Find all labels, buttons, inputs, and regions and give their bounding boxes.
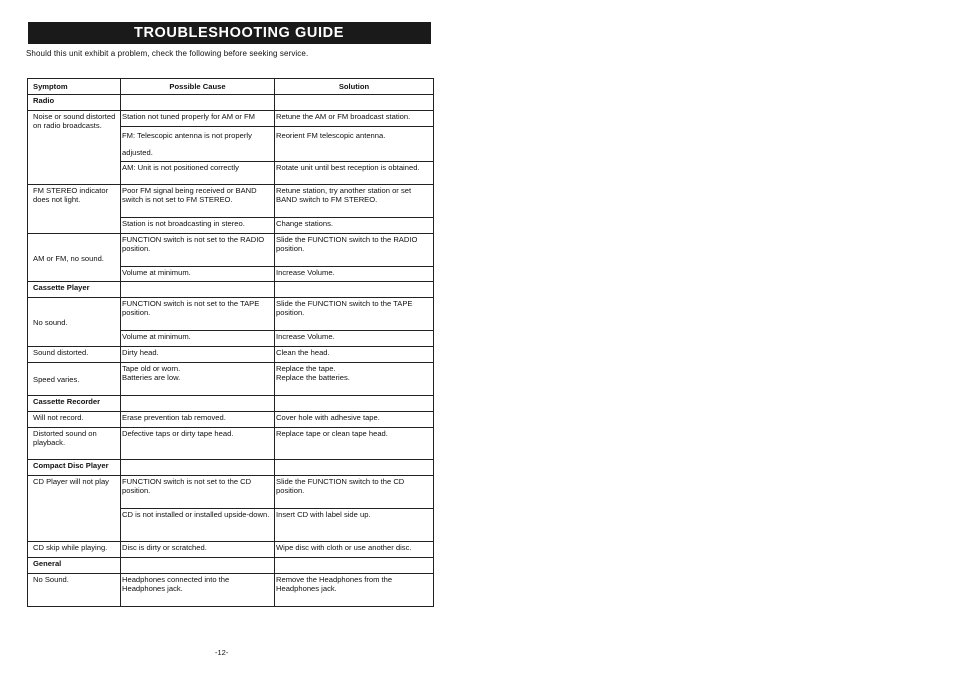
page-number: -12- bbox=[215, 648, 229, 657]
symptom-cell: CD Player will not play bbox=[28, 476, 121, 542]
symptom-cell: Noise or sound distorted on radio broadcasts. bbox=[28, 111, 121, 185]
solution-cell: Rotate unit until best reception is obtained. bbox=[275, 162, 434, 185]
solution-cell: Wipe disc with cloth or use another disc. bbox=[275, 542, 434, 558]
table-row bbox=[28, 574, 434, 607]
solution-cell: Replace tape or clean tape head. bbox=[275, 428, 434, 460]
symptom-cell: Will not record. bbox=[28, 412, 121, 428]
cause-cell: Erase prevention tab removed. bbox=[121, 412, 275, 428]
page-title: TROUBLESHOOTING GUIDE bbox=[28, 22, 431, 44]
table-row bbox=[28, 185, 434, 218]
solution-line: Replace the tape. bbox=[276, 364, 336, 373]
header-cause: Possible Cause bbox=[121, 79, 275, 95]
symptom-cell: FM STEREO indicator does not light. bbox=[28, 185, 121, 234]
section-cassette-recorder: Cassette Recorder bbox=[28, 396, 121, 412]
table-row bbox=[28, 363, 434, 396]
cause-cell: Dirty head. bbox=[121, 347, 275, 363]
cause-line: Tape old or worn. bbox=[122, 364, 181, 373]
solution-cell: Insert CD with label side up. bbox=[275, 509, 434, 542]
solution-line: Replace the batteries. bbox=[276, 373, 350, 382]
solution-cell: Clean the head. bbox=[275, 347, 434, 363]
symptom-cell: Speed varies. bbox=[28, 363, 121, 396]
cause-cell bbox=[121, 363, 275, 396]
symptom-cell: CD skip while playing. bbox=[28, 542, 121, 558]
section-row bbox=[28, 460, 434, 476]
section-row bbox=[28, 95, 434, 111]
solution-cell bbox=[275, 363, 434, 396]
troubleshooting-table bbox=[27, 78, 434, 607]
table-row bbox=[28, 298, 434, 331]
symptom-cell: Distorted sound on playback. bbox=[28, 428, 121, 460]
cause-cell: Station not tuned properly for AM or FM bbox=[121, 111, 275, 127]
cause-cell: Headphones connected into the Headphones jack. bbox=[121, 574, 275, 607]
table-row bbox=[28, 476, 434, 509]
table-row bbox=[28, 347, 434, 363]
solution-cell: Retune station, try another station or set BAND switch to FM STEREO. bbox=[275, 185, 434, 218]
symptom-cell: Sound distorted. bbox=[28, 347, 121, 363]
symptom-cell: No sound. bbox=[28, 298, 121, 347]
solution-cell: Increase Volume. bbox=[275, 331, 434, 347]
section-row bbox=[28, 282, 434, 298]
cause-cell: Poor FM signal being received or BAND switch is not set to FM STEREO. bbox=[121, 185, 275, 218]
section-cassette-player: Cassette Player bbox=[28, 282, 121, 298]
section-row bbox=[28, 558, 434, 574]
cause-cell: FUNCTION switch is not set to the TAPE position. bbox=[121, 298, 275, 331]
cause-cell: Volume at minimum. bbox=[121, 267, 275, 282]
solution-cell: Increase Volume. bbox=[275, 267, 434, 282]
cause-cell: Defective taps or dirty tape head. bbox=[121, 428, 275, 460]
table-row bbox=[28, 428, 434, 460]
intro-text: Should this unit exhibit a problem, check the following before seeking service. bbox=[26, 49, 309, 58]
solution-cell: Slide the FUNCTION switch to the CD position. bbox=[275, 476, 434, 509]
symptom-cell: AM or FM, no sound. bbox=[28, 234, 121, 282]
section-cd: Compact Disc Player bbox=[28, 460, 121, 476]
cause-cell: Volume at minimum. bbox=[121, 331, 275, 347]
solution-cell: Retune the AM or FM broadcast station. bbox=[275, 111, 434, 127]
section-row bbox=[28, 396, 434, 412]
cause-line: Batteries are low. bbox=[122, 373, 181, 382]
solution-cell: Reorient FM telescopic antenna. bbox=[275, 127, 434, 162]
solution-cell: Change stations. bbox=[275, 218, 434, 234]
header-symptom: Symptom bbox=[28, 79, 121, 95]
cause-cell: FUNCTION switch is not set to the RADIO position. bbox=[121, 234, 275, 267]
cause-cell: Disc is dirty or scratched. bbox=[121, 542, 275, 558]
table-row bbox=[28, 111, 434, 127]
cause-cell: Station is not broadcasting in stereo. bbox=[121, 218, 275, 234]
solution-cell: Remove the Headphones from the Headphones jack. bbox=[275, 574, 434, 607]
section-general: General bbox=[28, 558, 121, 574]
header-row bbox=[28, 79, 434, 95]
table-row bbox=[28, 542, 434, 558]
symptom-cell: No Sound. bbox=[28, 574, 121, 607]
table-row bbox=[28, 234, 434, 267]
section-radio: Radio bbox=[28, 95, 121, 111]
solution-cell: Slide the FUNCTION switch to the TAPE position. bbox=[275, 298, 434, 331]
header-solution: Solution bbox=[275, 79, 434, 95]
cause-cell: FUNCTION switch is not set to the CD position. bbox=[121, 476, 275, 509]
table-row bbox=[28, 412, 434, 428]
solution-cell: Slide the FUNCTION switch to the RADIO position. bbox=[275, 234, 434, 267]
cause-cell: FM: Telescopic antenna is not properly adjusted. bbox=[121, 127, 275, 162]
cause-cell: AM: Unit is not positioned correctly bbox=[121, 162, 275, 185]
solution-cell: Cover hole with adhesive tape. bbox=[275, 412, 434, 428]
cause-cell: CD is not installed or installed upside-down. bbox=[121, 509, 275, 542]
